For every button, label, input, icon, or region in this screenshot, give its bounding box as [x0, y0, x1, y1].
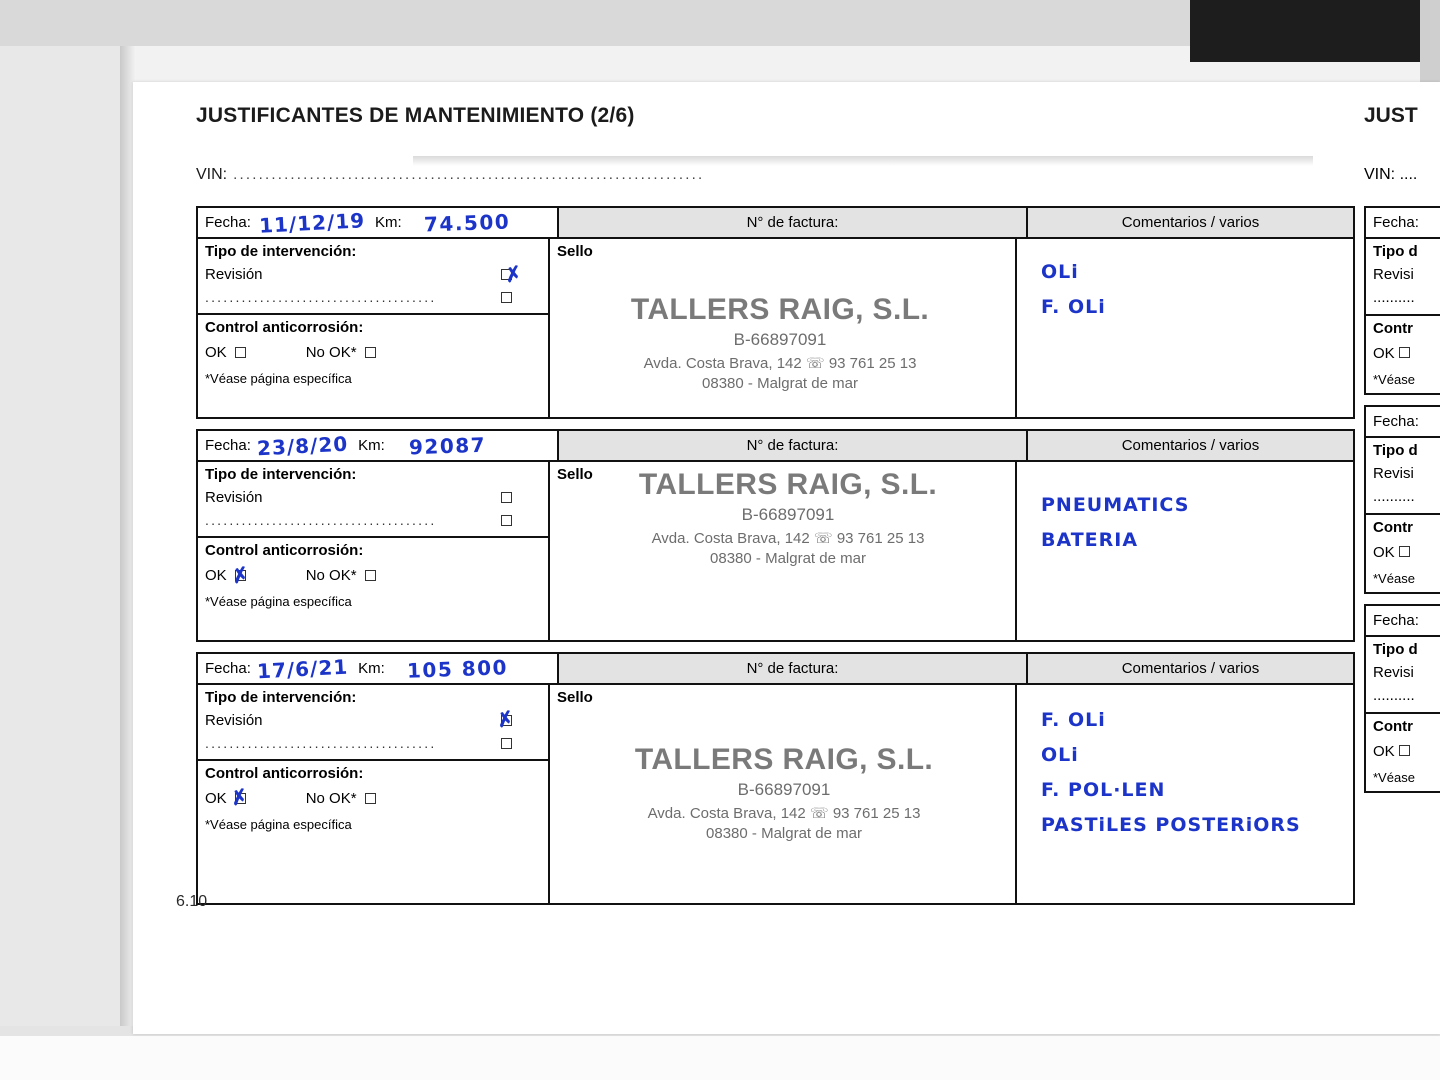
- record-body: [198, 239, 1353, 417]
- other-intervention-checkbox[interactable]: [501, 738, 512, 749]
- revision-row[interactable]: [198, 260, 548, 288]
- other-intervention-input[interactable]: ......................................: [205, 512, 437, 528]
- stamp-company-name: TALLERS RAIG, S.L.: [638, 468, 938, 501]
- sello-column: [550, 685, 1017, 903]
- next-page-record: [1364, 206, 1440, 395]
- vease-note: *Véase página específica: [205, 594, 352, 609]
- ok-check-mark: ✗: [229, 563, 251, 589]
- record-body: [198, 685, 1353, 903]
- km-label: Km:: [358, 660, 385, 677]
- page-title: JUSTIFICANTES DE MANTENIMIENTO (2/6): [196, 104, 635, 127]
- factura-header: N° de factura:: [559, 654, 1028, 683]
- maintenance-record: [196, 429, 1355, 642]
- workshop-stamp: [560, 293, 1000, 392]
- no-ok-checkbox[interactable]: [365, 570, 376, 581]
- record-date-km: [198, 654, 559, 683]
- revision-label: Revisión: [205, 712, 263, 729]
- other-intervention-row[interactable]: [198, 729, 548, 751]
- next-page-ok-checkbox[interactable]: [1399, 347, 1410, 358]
- fecha-value[interactable]: 17/6/21: [256, 654, 349, 683]
- record-header: [198, 208, 1353, 239]
- next-page-title: JUST: [1364, 104, 1418, 127]
- sello-column: [550, 239, 1017, 417]
- next-page-fecha: Fecha:: [1366, 407, 1440, 438]
- km-label: Km:: [358, 437, 385, 454]
- next-page-fecha: Fecha:: [1366, 606, 1440, 637]
- sello-column: [550, 462, 1017, 640]
- ok-label: OK: [205, 344, 227, 361]
- revision-checkbox[interactable]: [501, 492, 512, 503]
- no-ok-label: No OK*: [305, 790, 357, 807]
- stamp-city: 08380 - Malgrat de mar: [702, 375, 858, 392]
- revision-check-mark: ✗: [503, 262, 525, 288]
- next-page-control: Contr: [1373, 718, 1413, 735]
- comments-text: [1017, 685, 1353, 844]
- scan-black-corner: [1190, 0, 1420, 62]
- revision-checkbox[interactable]: [495, 707, 516, 733]
- next-page-tipo: Tipo d: [1373, 641, 1418, 658]
- next-page-fecha: Fecha:: [1366, 208, 1440, 239]
- sello-label: Sello: [557, 689, 593, 706]
- ok-checkbox[interactable]: [228, 785, 250, 811]
- fecha-label: Fecha:: [205, 437, 251, 454]
- next-page-ok: [1366, 735, 1440, 760]
- stamp-company-name: TALLERS RAIG, S.L.: [630, 293, 930, 326]
- other-intervention-row[interactable]: [198, 506, 548, 528]
- km-value[interactable]: 92087: [408, 432, 487, 459]
- next-page-tipo: Tipo d: [1373, 442, 1418, 459]
- next-page-dots: ..........: [1373, 289, 1415, 306]
- comments-column[interactable]: [1017, 239, 1353, 417]
- vin-row: [196, 166, 1346, 184]
- next-page-partial: [1364, 104, 1440, 803]
- comentarios-header: Comentarios / varios: [1028, 654, 1353, 683]
- next-page-control: Contr: [1373, 519, 1413, 536]
- next-page-control: Contr: [1373, 320, 1413, 337]
- next-page-ok-label: OK: [1373, 544, 1399, 561]
- next-page-vease: *Véase: [1373, 571, 1415, 586]
- other-intervention-input[interactable]: ......................................: [205, 735, 437, 751]
- workshop-stamp: [568, 468, 1008, 567]
- next-page-vease: *Véase: [1373, 770, 1415, 785]
- factura-header: N° de factura:: [559, 431, 1028, 460]
- tipo-label: Tipo de intervención:: [205, 466, 357, 483]
- anticorrosion-label: Control anticorrosión:: [205, 319, 364, 336]
- revision-row[interactable]: [198, 706, 548, 733]
- comment-line: BATERIA: [1041, 529, 1139, 552]
- stamp-nif: B-66897091: [741, 505, 835, 524]
- next-page-ok-label: OK: [1373, 345, 1399, 362]
- sello-label: Sello: [557, 243, 593, 260]
- fecha-label: Fecha:: [205, 214, 251, 231]
- ok-label: OK: [205, 790, 227, 807]
- ok-checkbox[interactable]: [235, 347, 246, 358]
- comment-line: F. OLi: [1041, 709, 1106, 731]
- fecha-value[interactable]: 23/8/20: [256, 431, 349, 460]
- next-page-revision: Revisi: [1373, 465, 1414, 482]
- no-ok-label: No OK*: [305, 567, 357, 584]
- scan-left-margin: [0, 46, 120, 1036]
- revision-row[interactable]: [198, 483, 548, 506]
- tipo-label: Tipo de intervención:: [205, 689, 357, 706]
- record-body: [198, 462, 1353, 640]
- next-page-ok-checkbox[interactable]: [1399, 546, 1410, 557]
- no-ok-checkbox[interactable]: [365, 793, 376, 804]
- ok-label: OK: [205, 567, 227, 584]
- revision-label: Revisión: [205, 266, 263, 283]
- record-date-km: [198, 431, 559, 460]
- stamp-city: 08380 - Malgrat de mar: [710, 550, 866, 567]
- other-intervention-input[interactable]: ......................................: [205, 289, 437, 305]
- ok-checkbox[interactable]: [229, 563, 251, 589]
- no-ok-label: No OK*: [305, 344, 357, 361]
- vin-label: VIN:: [196, 166, 228, 183]
- comments-column[interactable]: [1017, 685, 1353, 903]
- intervention-column: [198, 462, 550, 640]
- comments-text: [1017, 462, 1353, 558]
- maintenance-record: [196, 206, 1355, 419]
- comment-line: PNEUMATICS: [1041, 494, 1190, 516]
- comentarios-header: Comentarios / varios: [1028, 208, 1353, 237]
- comments-column[interactable]: [1017, 462, 1353, 640]
- sello-label: Sello: [557, 466, 593, 483]
- km-label: Km:: [374, 214, 402, 231]
- other-intervention-row[interactable]: [198, 283, 548, 305]
- next-page-ok-checkbox[interactable]: [1399, 745, 1410, 756]
- next-page-dots: ..........: [1373, 488, 1415, 505]
- anticorrosion-label: Control anticorrosión:: [205, 542, 364, 559]
- page-number: 6.10: [176, 893, 208, 910]
- comentarios-header: Comentarios / varios: [1028, 431, 1353, 460]
- comment-line: OLi: [1041, 261, 1079, 283]
- km-value[interactable]: 105 800: [406, 654, 509, 683]
- no-ok-checkbox[interactable]: [365, 347, 376, 358]
- stamp-address: Avda. Costa Brava, 142 ☏ 93 761 25 13: [643, 355, 917, 372]
- stamp-address: Avda. Costa Brava, 142 ☏ 93 761 25 13: [651, 530, 925, 547]
- next-page-ok-label: OK: [1373, 743, 1399, 760]
- vease-note: *Véase página específica: [205, 817, 352, 832]
- next-page-vin: VIN: ....: [1364, 166, 1418, 183]
- tipo-label: Tipo de intervención:: [205, 243, 357, 260]
- km-value[interactable]: 74.500: [423, 209, 511, 236]
- vease-note: *Véase página específica: [205, 371, 352, 386]
- comment-line: F. OLi: [1041, 296, 1106, 319]
- stamp-company-name: TALLERS RAIG, S.L.: [634, 743, 934, 776]
- workshop-stamp: [564, 743, 1004, 842]
- record-date-km: [198, 208, 559, 237]
- scan-bottom-band: [0, 1036, 1440, 1080]
- stamp-nif: B-66897091: [737, 780, 831, 799]
- comment-line: OLi: [1041, 744, 1079, 767]
- intervention-column: [198, 239, 550, 417]
- anticorrosion-row[interactable]: [198, 559, 548, 589]
- next-page-tipo: Tipo d: [1373, 243, 1418, 260]
- vin-input[interactable]: ..........................................................................: [233, 166, 705, 183]
- revision-label: Revisión: [205, 489, 263, 506]
- other-intervention-checkbox[interactable]: [501, 515, 512, 526]
- anticorrosion-label: Control anticorrosión:: [205, 765, 364, 782]
- comment-line: F. POL·LEN: [1041, 779, 1166, 802]
- record-header: [198, 431, 1353, 462]
- comments-text: [1017, 239, 1353, 325]
- stamp-address: Avda. Costa Brava, 142 ☏ 93 761 25 13: [647, 805, 921, 822]
- next-page-ok: [1366, 337, 1440, 362]
- next-page-revision: Revisi: [1373, 664, 1414, 681]
- other-intervention-checkbox[interactable]: [501, 292, 512, 303]
- record-header: [198, 654, 1353, 685]
- next-page-record: [1364, 405, 1440, 594]
- ok-check-mark: ✗: [228, 785, 250, 811]
- next-page-vease: *Véase: [1373, 372, 1415, 387]
- maintenance-form: [196, 104, 1346, 915]
- stamp-nif: B-66897091: [733, 330, 827, 349]
- revision-check-mark: ✗: [495, 707, 516, 733]
- fecha-value[interactable]: 11/12/19: [258, 207, 366, 238]
- fecha-label: Fecha:: [205, 660, 251, 677]
- next-page-dots: ..........: [1373, 687, 1415, 704]
- intervention-column: [198, 685, 550, 903]
- stamp-city: 08380 - Malgrat de mar: [706, 825, 862, 842]
- next-page-record: [1364, 604, 1440, 793]
- anticorrosion-row[interactable]: [198, 782, 548, 811]
- anticorrosion-row[interactable]: [198, 336, 548, 361]
- next-page-revision: Revisi: [1373, 266, 1414, 283]
- factura-header: N° de factura:: [559, 208, 1028, 237]
- next-page-ok: [1366, 536, 1440, 561]
- comment-line: PASTiLES POSTERiORS: [1041, 814, 1301, 837]
- maintenance-record: [196, 652, 1355, 905]
